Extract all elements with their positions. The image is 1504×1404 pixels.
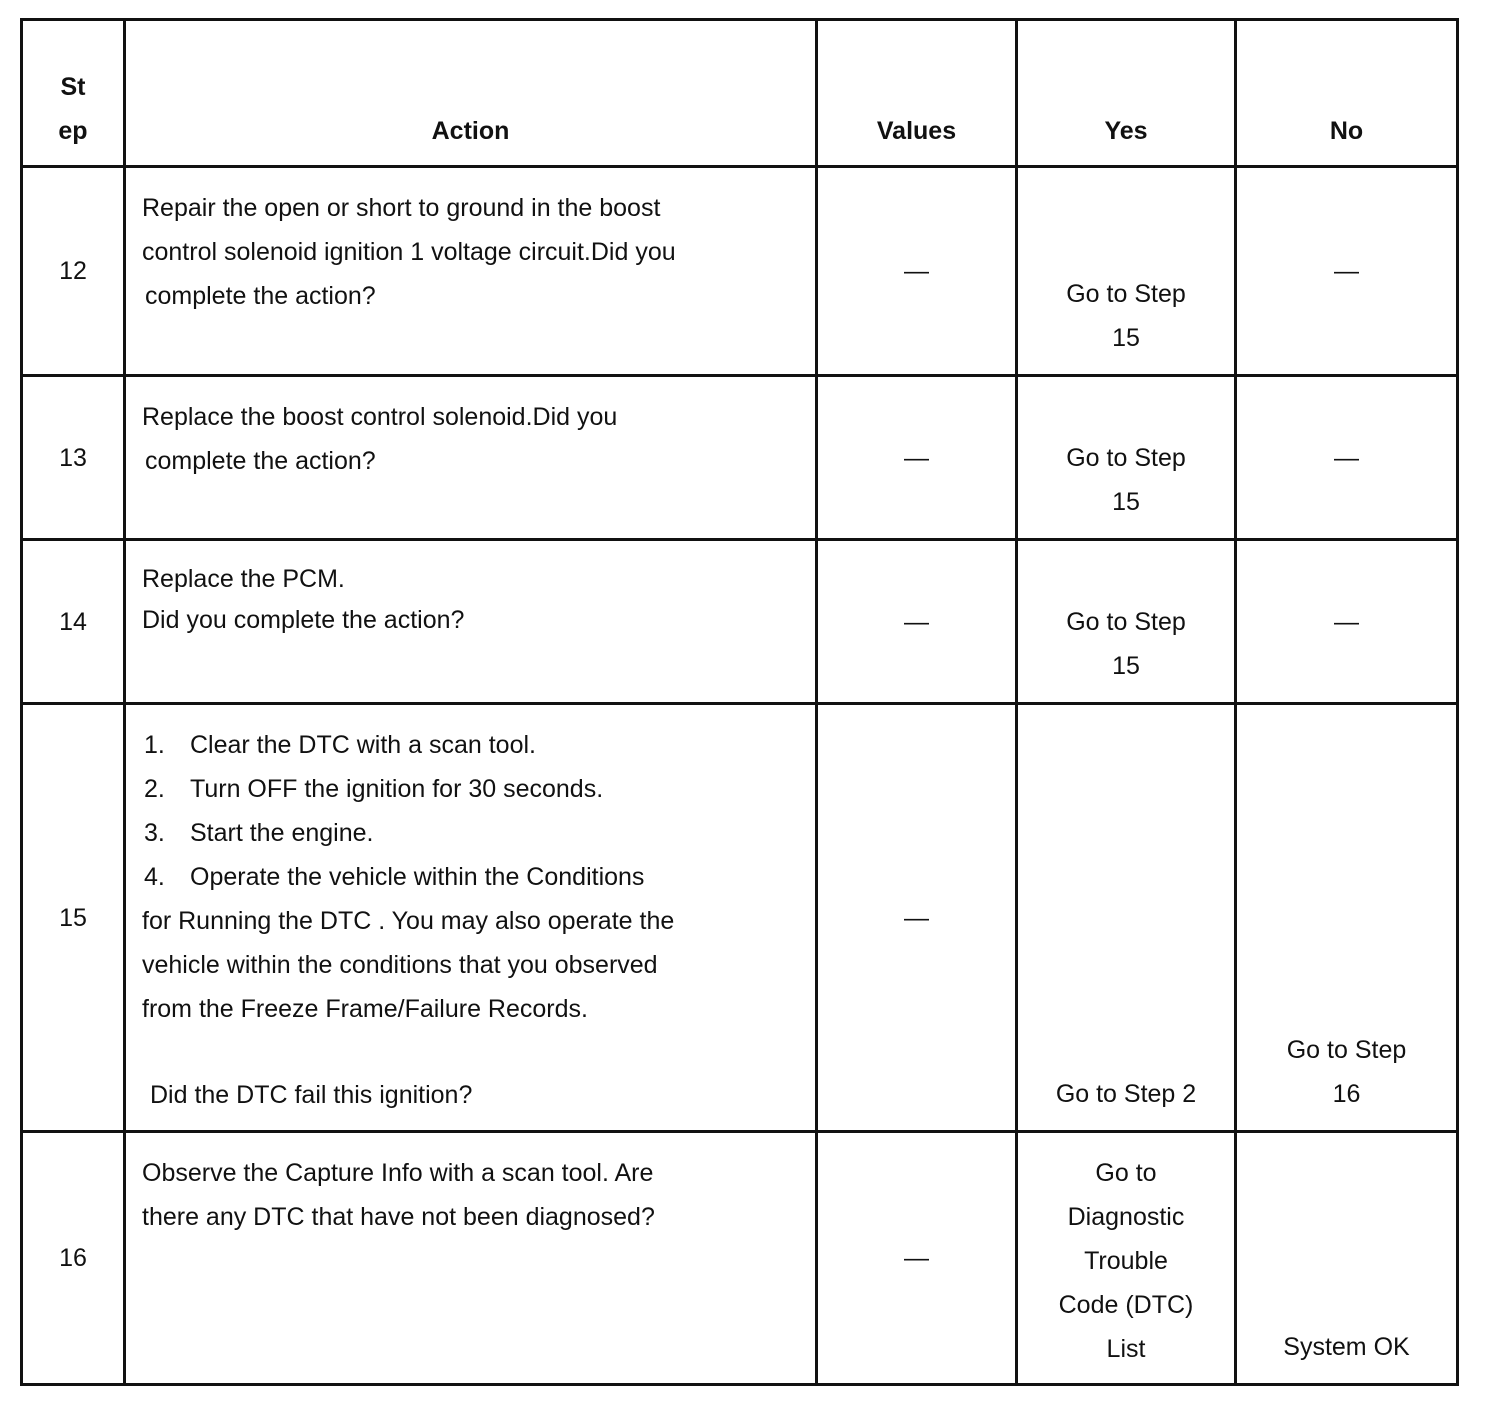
header-step: St ep: [22, 20, 125, 167]
yes-cell: Go to Step 15: [1017, 540, 1236, 704]
header-row: [22, 20, 1458, 167]
values-cell: —: [817, 540, 1017, 704]
header-no: No: [1236, 20, 1458, 167]
action-cell: 1. Clear the DTC with a scan tool. 2. Turn OFF the ignition for 30 seconds. 3. Start the engine. 4. Operate the vehicle within the Conditions for Running the DTC . You may also operate the vehicle within the conditions that you observed from the Freeze Frame/Failure Records. Did the DTC fail this ignition?: [125, 704, 817, 1132]
action-cell: Replace the boost control solenoid.Did you complete the action?: [125, 376, 817, 540]
values-cell: —: [817, 167, 1017, 376]
table-row: [22, 1132, 1458, 1385]
no-cell: —: [1236, 376, 1458, 540]
action-cell: Observe the Capture Info with a scan tool. Are there any DTC that have not been diagnosed?: [125, 1132, 817, 1385]
values-cell: —: [817, 1132, 1017, 1385]
yes-cell: Go to Step 15: [1017, 376, 1236, 540]
values-cell: —: [817, 704, 1017, 1132]
list-item: 2. Turn OFF the ignition for 30 seconds.: [144, 775, 604, 803]
step-number: 14: [22, 540, 125, 704]
header-action: Action: [125, 20, 817, 167]
values-cell: —: [817, 376, 1017, 540]
step-number: 16: [22, 1132, 125, 1385]
table-row: [22, 704, 1458, 1132]
yes-cell: Go to Diagnostic Trouble Code (DTC) List: [1017, 1132, 1236, 1385]
step-number: 15: [22, 704, 125, 1132]
action-cell: Repair the open or short to ground in the boost control solenoid ignition 1 voltage circuit.Did you complete the action?: [125, 167, 817, 376]
header-values: Values: [817, 20, 1017, 167]
no-cell: Go to Step 16: [1236, 704, 1458, 1132]
step-number: 12: [22, 167, 125, 376]
yes-cell: Go to Step 15: [1017, 167, 1236, 376]
no-cell: System OK: [1236, 1132, 1458, 1385]
list-item: 1. Clear the DTC with a scan tool.: [144, 731, 536, 759]
table-row: [22, 167, 1458, 376]
yes-cell: Go to Step 2: [1017, 704, 1236, 1132]
list-item: 4. Operate the vehicle within the Conditions: [144, 863, 645, 891]
no-cell: —: [1236, 540, 1458, 704]
header-yes: Yes: [1017, 20, 1236, 167]
step-number: 13: [22, 376, 125, 540]
diagnostic-table: [20, 18, 1459, 1386]
action-steps-list: [142, 723, 799, 899]
table-row: [22, 376, 1458, 540]
no-cell: —: [1236, 167, 1458, 376]
action-question: Did the DTC fail this ignition?: [150, 1081, 473, 1109]
action-cell: Replace the PCM. Did you complete the action?: [125, 540, 817, 704]
list-item: 3. Start the engine.: [144, 819, 374, 847]
table-row: [22, 540, 1458, 704]
